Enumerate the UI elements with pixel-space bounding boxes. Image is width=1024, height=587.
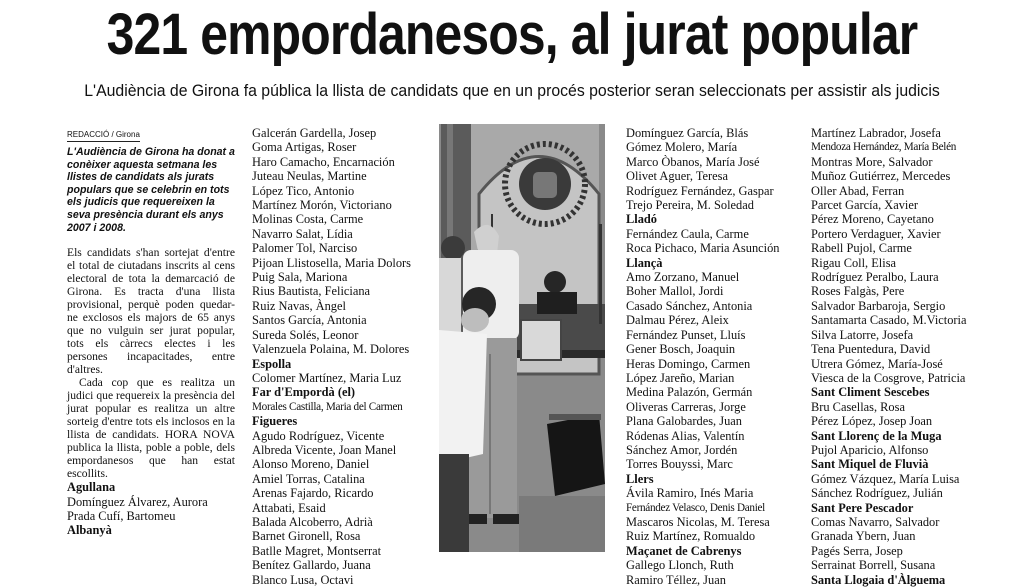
candidate-name: López Tico, Antonio <box>252 183 355 198</box>
candidate-name: Molinas Costa, Carme <box>252 212 364 227</box>
candidate-name: Serrainat Borrell, Susana <box>811 558 936 573</box>
candidate-name: Rodríguez Fernández, Gaspar <box>626 183 774 198</box>
body-paragraph-2: Cada cop que es realitza un judici que requereix la presència del jurat popular es realitza un altre sorteig d'entre tots els inclosos en la llista de candidats. HORA NOVA publica la llista, poble a poble, dels empordanesos que han estat escollits. <box>67 376 235 481</box>
candidate-name: Roses Falgàs, Pere <box>811 284 905 299</box>
juror-list-col1 <box>67 480 235 538</box>
candidate-name: Ramiro Téllez, Juan <box>626 572 726 587</box>
candidate-name: Barnet Gironell, Rosa <box>252 529 361 544</box>
candidate-name: Ruiz Martínez, Romualdo <box>626 529 756 544</box>
candidate-name: Comas Navarro, Salvador <box>811 514 940 529</box>
town-heading: Sant Miquel de Fluvià <box>811 457 929 472</box>
candidate-name: Blanco Lusa, Octavi <box>252 572 354 587</box>
town-heading: Sant Climent Sescebes <box>811 385 930 400</box>
subheadline: L'Audiència de Girona fa pública la llista de candidats que en un procés posterior seran seleccionats per assistir als judicis <box>84 81 940 100</box>
candidate-name: Trejo Pereira, M. Soledad <box>626 198 754 213</box>
town-heading: Far d'Empordà (el) <box>252 385 356 400</box>
candidate-name: Mascaros Nicolas, M. Teresa <box>626 514 770 529</box>
candidate-name: Amiel Torras, Catalina <box>252 471 365 486</box>
candidate-name: Torres Bouyssi, Marc <box>626 457 733 472</box>
candidate-name: Oliveras Carreras, Jorge <box>626 399 746 414</box>
town-heading: Lladó <box>626 212 657 227</box>
candidate-name: Ávila Ramiro, Inés Maria <box>626 486 754 501</box>
candidate-name: Rodríguez Peralbo, Laura <box>811 270 939 285</box>
candidate-name: Plana Galobardes, Juan <box>626 414 742 429</box>
candidate-name: Batlle Magret, Montserrat <box>252 543 382 558</box>
candidate-name: Olivet Aguer, Teresa <box>626 169 728 184</box>
courtroom-photo-illustration <box>439 124 605 552</box>
candidate-name: Domínguez García, Blás <box>626 126 749 140</box>
candidate-name: Navarro Salat, Lídia <box>252 226 353 241</box>
candidate-name: Rabell Pujol, Carme <box>811 241 912 256</box>
candidate-name: Gallego Llonch, Ruth <box>626 558 734 573</box>
candidate-name: Rigau Coll, Elisa <box>811 255 897 270</box>
candidate-name: Fernández Punset, Lluís <box>626 327 746 342</box>
candidate-name: Arenas Fajardo, Ricardo <box>252 486 374 501</box>
candidate-name: Pérez Moreno, Cayetano <box>811 212 934 227</box>
candidate-name: Martínez Morón, Victoriano <box>252 198 392 213</box>
candidate-name: Gómez Vázquez, María Luisa <box>811 471 960 486</box>
candidate-name: Heras Domingo, Carmen <box>626 356 751 371</box>
article-column <box>67 126 235 552</box>
candidate-name: Bru Casellas, Rosa <box>811 399 905 414</box>
candidate-name: Fernández Velasco, Denis Daniel <box>626 501 765 514</box>
candidate-name: López Jareño, Marian <box>626 370 735 385</box>
candidate-name: Agudo Rodríguez, Vicente <box>252 428 385 443</box>
candidate-name: Morales Castilla, Maria del Carmen <box>252 400 403 413</box>
candidate-name: Utrera Gómez, María-José <box>811 356 943 371</box>
candidate-name: Ródenas Alias, Valentín <box>626 428 745 443</box>
candidate-name: Boher Mallol, Jordi <box>626 284 724 299</box>
candidate-name: Valenzuela Polaina, M. Dolores <box>252 342 410 357</box>
candidate-name: Marco Òbanos, María José <box>626 154 760 169</box>
candidate-name: Viesca de la Cosgrove, Patricia <box>811 370 966 385</box>
candidate-name: Muñoz Gutiérrez, Mercedes <box>811 169 951 184</box>
candidate-name: Galcerán Gardella, Josep <box>252 126 377 140</box>
candidate-name: Pérez López, Josep Joan <box>811 414 933 429</box>
candidate-name: Oller Abad, Ferran <box>811 183 905 198</box>
lead-paragraph: L'Audiència de Girona ha donat a conèixer aquesta setmana les llistes de candidats als jurats populars que se celebrin en tots els judicis que requereixen la seva presència durant els anys 2007 i 2008. <box>67 146 235 234</box>
town-heading: Llançà <box>626 255 663 270</box>
candidate-name: Roca Pichaco, Maria Asunción <box>626 241 780 256</box>
candidate-name: Pujol Aparicio, Alfonso <box>811 442 929 457</box>
candidate-name: Mendoza Hernández, María Belén <box>811 141 957 154</box>
candidate-name: Pijoan Llistosella, Maria Dolors <box>252 255 411 270</box>
town-heading: Llers <box>626 471 654 486</box>
candidate-name: Sánchez Amor, Jordén <box>626 442 738 457</box>
candidate-name: Benítez Gallardo, Juana <box>252 558 371 573</box>
town-heading: Sant Pere Pescador <box>811 500 914 515</box>
candidate-name: Fernández Caula, Carme <box>626 226 749 241</box>
headline: 321 empordanesos, al jurat popular <box>106 2 918 67</box>
candidate-name: Juteau Neulas, Martine <box>252 169 367 184</box>
candidate-name: Goma Artigas, Roser <box>252 140 357 155</box>
candidate-name: Portero Verdaguer, Xavier <box>811 226 941 241</box>
candidate-name: Parcet García, Xavier <box>811 198 918 213</box>
town-heading: Espolla <box>252 356 292 371</box>
candidate-name: Tena Puentedura, David <box>811 342 931 357</box>
candidate-name: Albreda Vicente, Joan Manel <box>252 442 397 457</box>
candidate-name: Medina Palazón, Germán <box>626 385 753 400</box>
candidate-name: Attabati, Esaid <box>252 500 326 515</box>
town-heading: Albanyà <box>67 523 112 538</box>
candidate-name: Gener Bosch, Joaquin <box>626 342 736 357</box>
candidate-name: Gómez Molero, María <box>626 140 738 155</box>
town-heading: Santa Llogaia d'Àlguema <box>811 572 946 587</box>
candidate-name: Dalmau Pérez, Aleix <box>626 313 729 328</box>
candidate-name: Santos García, Antonia <box>252 313 367 328</box>
candidate-name: Balada Alcoberro, Adrià <box>252 514 373 529</box>
candidate-name: Ruiz Navas, Àngel <box>252 298 346 313</box>
candidate-name: Sureda Solés, Leonor <box>252 327 359 342</box>
candidate-name: Sánchez Rodríguez, Julián <box>811 486 943 501</box>
town-heading: Sant Llorenç de la Muga <box>811 428 942 443</box>
candidate-name: Amo Zorzano, Manuel <box>626 270 740 285</box>
candidate-name: Granada Ybern, Juan <box>811 529 916 544</box>
candidate-name: Haro Camacho, Encarnación <box>252 154 395 169</box>
candidate-name: Palomer Tol, Narciso <box>252 241 358 256</box>
byline: REDACCIÓ / Girona <box>67 129 140 142</box>
body-paragraph-1: Els candidats s'han sortejat d'entre el total de ciutadans inscrits al cens electoral de tota la demarcació de Girona. Es tracta d'una llista provisional, perquè poden quedar-ne exclosos els majors de 65 anys que no vulguin ser jurat popular, tots els càrrecs electes i les persones incapacitades, entre d'altres. <box>67 246 235 377</box>
juror-list-col3 <box>626 126 802 587</box>
candidate-name: Puig Sala, Mariona <box>252 270 348 285</box>
courtroom-photo <box>439 124 605 552</box>
juror-list-col2 <box>252 126 427 587</box>
candidate-name: Salvador Barbaroja, Sergio <box>811 298 946 313</box>
candidate-name: Rius Bautista, Feliciana <box>252 284 371 299</box>
candidate-name: Domínguez Álvarez, Aurora <box>67 494 208 509</box>
town-heading: Maçanet de Cabrenys <box>626 543 742 558</box>
town-heading: Figueres <box>252 414 298 429</box>
candidate-name: Casado Sánchez, Antonia <box>626 298 753 313</box>
juror-list-col4 <box>811 126 991 587</box>
town-heading: Agullana <box>67 480 116 495</box>
candidate-name: Santamarta Casado, M.Victoria <box>811 313 967 328</box>
candidate-name: Alonso Moreno, Daniel <box>252 457 370 472</box>
candidate-name: Martínez Labrador, Josefa <box>811 126 941 140</box>
candidate-name: Silva Latorre, Josefa <box>811 327 914 342</box>
candidate-name: Prada Cufí, Bartomeu <box>67 508 176 523</box>
candidate-name: Montras More, Salvador <box>811 154 933 169</box>
candidate-name: Pagés Serra, Josep <box>811 543 903 558</box>
candidate-name: Colomer Martínez, Maria Luz <box>252 370 402 385</box>
